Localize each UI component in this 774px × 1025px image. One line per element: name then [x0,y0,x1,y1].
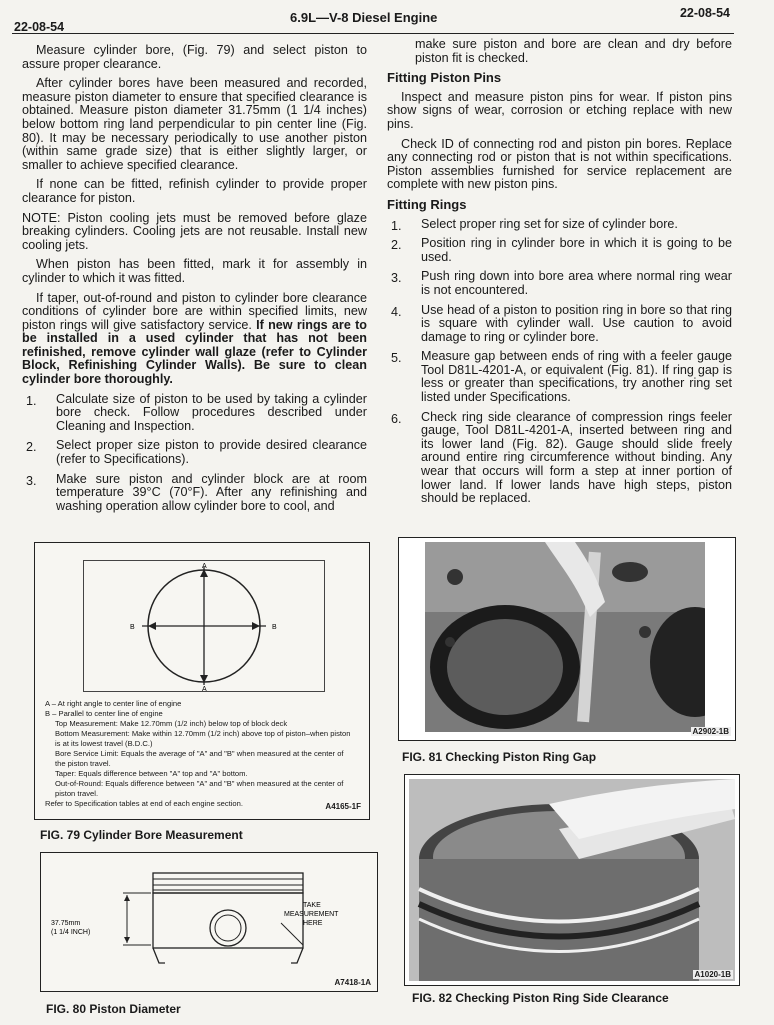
list-item [387,270,732,297]
step-list [387,218,732,506]
figure-code: A4165-1F [325,802,361,811]
step-number: 2. [26,440,37,455]
label-b-right: B [272,624,277,631]
step-number: 2. [391,238,402,253]
figure-82-box [404,774,740,986]
ring-gap-photo [425,542,705,732]
header-rule [12,33,734,34]
piston-diagram [41,853,377,991]
step-number: 1. [26,393,37,408]
step-text: Push ring down into bore area where normal ring wear is not encountered. [421,269,732,297]
figure-80-box [40,852,378,992]
paragraph-continued: make sure piston and bore are clean and dry before piston fit is checked. [415,37,732,65]
figure-80-caption: FIG. 80 Piston Diameter [46,1002,181,1016]
label-a-bottom: A [202,686,207,691]
piston-skirt [153,893,303,948]
figure-legend [45,699,355,809]
section-heading: Fitting Rings [387,196,467,212]
legend-line: B – Parallel to center line of engine [45,709,163,718]
paragraph: After cylinder bores have been measured and recorded, measure piston diameter to ensure that specified clearance is obtained. Measure piston diameter 31.75mm (1 1/4 inches) below bottom ring land perpendicular to pin center line (Fig. 80). It may be necessary periodically to use another piston (within same grade size) that is either slightly larger, or smaller to achieve specified clearance. [22,76,367,172]
pin-bore-inner [215,915,241,941]
arrowhead [124,895,130,901]
legend-line: Refer to Specification tables at end of each engine section. [45,799,243,808]
callout-text: MEASUREMENT [284,911,339,918]
step-number: 5. [391,351,402,366]
step-number: 4. [391,304,402,319]
legend-line: Taper: Equals difference between "A" top and "A" bottom. [55,769,248,778]
step-number: 3. [391,271,402,286]
bore-circle-diagram [84,561,324,691]
step-text: Select proper ring set for size of cylinder bore. [421,216,678,231]
step-text: Calculate size of piston to be used by taking a cylinder bore check. Follow procedures described under Cleaning and Inspection. [56,391,367,433]
paragraph: Inspect and measure piston pins for wear. If piston pins show signs of wear, corrosion or etching replace with new pins. [387,89,732,131]
step-text: Make sure piston and cylinder block are at room temperature 39°C (70°F). After any refinishing and washing operation allow cylinder bore to cool, and [56,471,367,513]
side-clearance-photo [409,779,735,981]
callout-text: TAKE [303,902,321,909]
skirt-edge [291,948,303,963]
legend-line: Top Measurement: Make 12.70mm (1/2 inch) below top of block deck [55,719,288,728]
arrowhead [148,622,156,630]
note: NOTE: Piston cooling jets must be removed before glaze breaking cylinders. Cooling jets are not reusable. Install new cooling jets. [22,210,367,252]
legend-line: A – At right angle to center line of engine [45,699,182,708]
step-number: 6. [391,411,402,426]
bold-warning: If new rings are to be installed in a used cylinder that has not been refinished, remove cylinder wall glaze (refer to Cylinder Block, Refinishing Cylinder Walls). Be sure to clean cylinder bore thoroughly. [22,317,367,387]
list-item [22,439,367,466]
step-text: Measure gap between ends of ring with a feeler gauge Tool D81L-4201-A, or equivalent (Fig. 81). If ring gap is less or greater than specifications, try another ring set listed under Specifications. [421,349,732,405]
step-text: Position ring in cylinder bore in which it is going to be used. [421,236,732,264]
paragraph: Measure cylinder bore, (Fig. 79) and select piston to assure proper clearance. [22,43,367,71]
paragraph [22,292,367,387]
callout-text: HERE [303,920,323,927]
step-text: Select proper size piston to provide desired clearance (refer to Specifications). [56,438,367,467]
dimension-label: 37.75mm [51,920,81,927]
figure-code: A7418-1A [334,978,371,987]
list-item [22,393,367,434]
figure-code: A1020-1B [694,970,731,979]
list-item [387,218,732,232]
legend-line: Bore Service Limit: Equals the average of "A" and "B" when measured at the center of the piston travel. [55,749,344,768]
list-item [387,237,732,264]
arrowhead [124,937,130,943]
figure-82-caption: FIG. 82 Checking Piston Ring Side Clearance [412,991,669,1005]
figure-81-caption: FIG. 81 Checking Piston Ring Gap [402,750,597,764]
section-heading: Fitting Piston Pins [387,70,502,86]
step-number: 1. [391,218,402,233]
dimension-label: (1 1/4 INCH) [51,929,91,936]
label-a-top: A [202,563,207,570]
list-item [387,350,732,404]
list-item [22,473,367,514]
list-item [387,304,732,345]
step-number: 3. [26,473,37,488]
label-b-left: B [130,624,135,631]
legend-line: Out-of-Round: Equals difference between "A" and "B" when measured at the center of piston travel. [55,779,344,798]
callout-leader [281,923,303,945]
step-list [22,393,367,514]
bore-diagram [83,560,325,692]
page-title: 6.9L—V-8 Diesel Engine [290,10,438,25]
step-text: Use head of a piston to position ring in bore so that ring is square with cylinder wall. Use caution to avoid damage to ring or cylinder bore. [421,302,732,344]
figure-79-caption: FIG. 79 Cylinder Bore Measurement [40,828,243,842]
paragraph: Check ID of connecting rod and piston pin bores. Replace any connecting rod or piston that is not within specifications. Piston assemblies furnished for service replacement are complete with new piston pins. [387,136,732,192]
left-column [22,44,367,519]
paragraph-text: If taper, out-of-round and piston to cylinder bore clearance conditions of cylinder bore are within specified limits, new piston rings will give satisfactory service. [22,290,367,332]
legend-line: Bottom Measurement: Make within 12.70mm (1/2 inch) above top of piston–when piston is at its lowest travel (B.D.C.) [55,729,351,748]
right-column [387,38,732,512]
step-text: Check ring side clearance of compression rings feeler gauge, Tool D81L-4201-A, inserted between ring and its lower land (Fig. 82). Gauge should slide freely around entire ring circumference without binding. Any wear that occurs will form a step at inner portion of lower land. If lower lands have high steps, piston should be replaced. [421,409,732,506]
arrowhead [252,622,260,630]
figure-81-box [398,537,736,741]
figure-79-box [34,542,370,820]
paragraph: If none can be fitted, refinish cylinder to provide proper clearance for piston. [22,177,367,205]
list-item [387,411,732,506]
page-number-left: 22-08-54 [14,20,65,34]
skirt-edge [153,948,165,963]
page-number-right: 22-08-54 [679,6,730,20]
figure-code: A2902-1B [692,727,729,736]
paragraph: When piston has been fitted, mark it for assembly in cylinder to which it was fitted. [22,257,367,285]
